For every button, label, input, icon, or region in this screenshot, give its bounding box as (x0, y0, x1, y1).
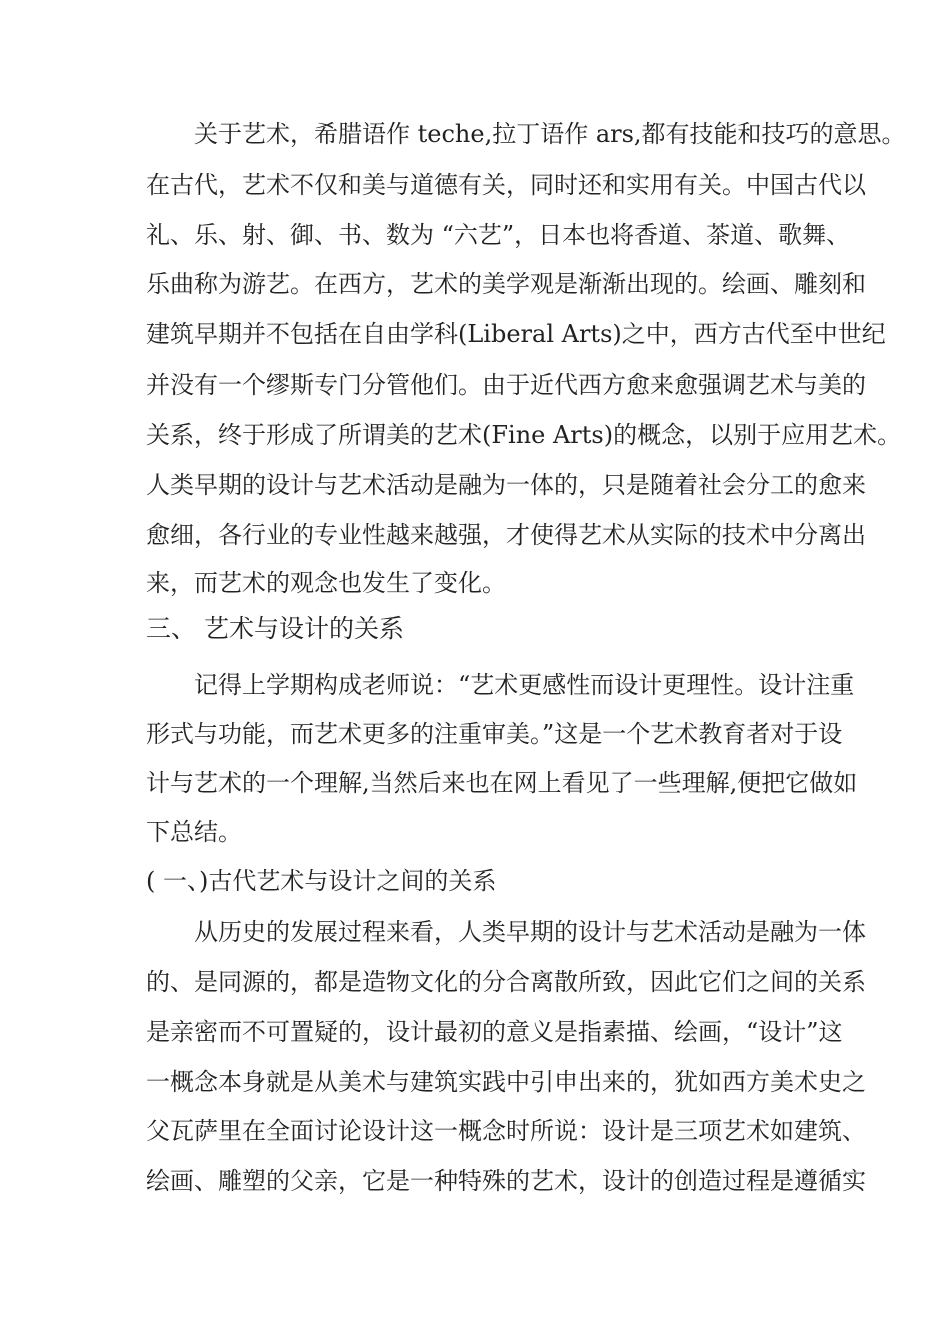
paragraph-1-line-6: 并没有一个缪斯专门分管他们。由于近代西方愈来愈强调艺术与美的 (146, 371, 866, 399)
paragraph-1-line-2: 在古代，艺术不仅和美与道德有关，同时还和实用有关。中国古代以 (146, 171, 866, 199)
paragraph-3-line-5: 父瓦萨里在全面讨论设计这一概念时所说：设计是三项艺术如建筑、 (146, 1117, 866, 1145)
paragraph-1-line-8: 人类早期的设计与艺术活动是融为一体的，只是随着社会分工的愈来 (146, 471, 866, 499)
paragraph-1-line-1: 关于艺术，希腊语作 teche,拉丁语作 ars,都有技能和技巧的意思。 (194, 120, 906, 148)
paragraph-2-line-4: 下总结。 (146, 818, 242, 846)
paragraph-3-line-3: 是亲密而不可置疑的，设计最初的意义是指素描、绘画，“设计”这 (146, 1018, 843, 1046)
subsection-heading: ( 一、)古代艺术与设计之间的关系 (146, 867, 497, 895)
paragraph-2-line-3: 计与艺术的一个理解,当然后来也在网上看见了一些理解,便把它做如 (146, 769, 858, 797)
paragraph-1-line-4: 乐曲称为游艺。在西方，艺术的美学观是渐渐出现的。绘画、雕刻和 (146, 270, 866, 298)
paragraph-1-line-10: 来，而艺术的观念也发生了变化。 (146, 569, 506, 597)
paragraph-2-line-2: 形式与功能，而艺术更多的注重审美。”这是一个艺术教育者对于设 (146, 720, 843, 748)
paragraph-1-line-3: 礼、乐、射、御、书、数为 “六艺”，日本也将香道、茶道、歌舞、 (146, 221, 851, 249)
paragraph-2-line-1: 记得上学期构成老师说：“艺术更感性而设计更理性。设计注重 (194, 671, 855, 699)
section-heading: 三、 艺术与设计的关系 (146, 614, 404, 643)
paragraph-1-line-5: 建筑早期并不包括在自由学科(Liberal Arts)之中，西方古代至中世纪 (146, 320, 886, 348)
paragraph-3-line-2: 的、是同源的，都是造物文化的分合离散所致，因此它们之间的关系 (146, 968, 866, 996)
paragraph-3-line-4: 一概念本身就是从美术与建筑实践中引申出来的，犹如西方美术史之 (146, 1068, 866, 1096)
paragraph-1-line-9: 愈细，各行业的专业性越来越强，才使得艺术从实际的技术中分离出 (146, 521, 866, 549)
paragraph-3-line-1: 从历史的发展过程来看，人类早期的设计与艺术活动是融为一体 (194, 918, 866, 946)
paragraph-3-line-6: 绘画、雕塑的父亲，它是一种特殊的艺术，设计的创造过程是遵循实 (146, 1167, 866, 1195)
paragraph-1-line-7: 关系，终于形成了所谓美的艺术(Fine Arts)的概念，以别于应用艺术。 (146, 421, 902, 449)
